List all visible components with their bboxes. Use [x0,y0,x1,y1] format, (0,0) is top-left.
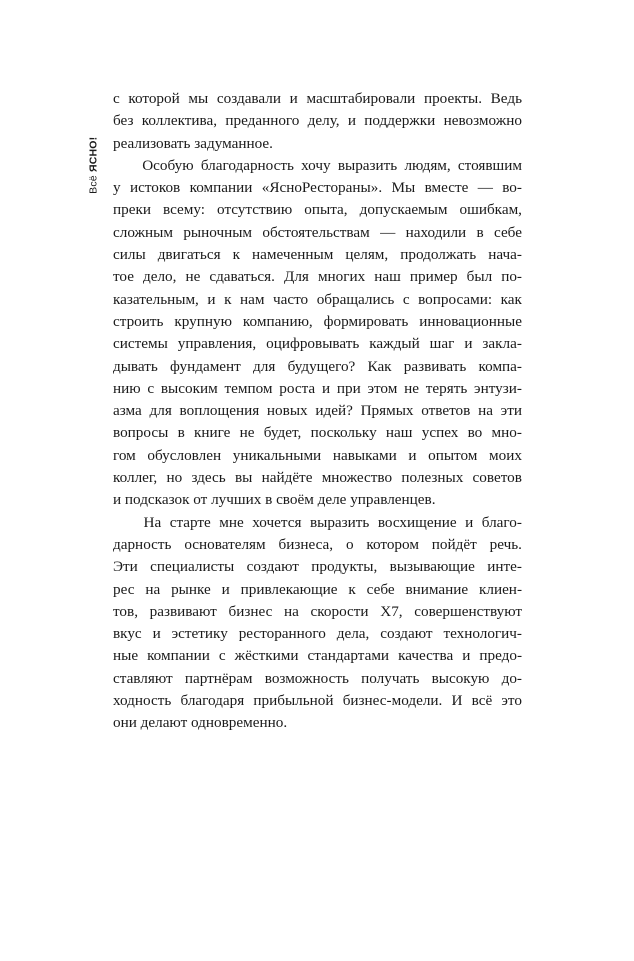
word: у [113,179,121,197]
running-head-light-part: Всё [87,171,100,194]
word: с [402,290,410,308]
word: множество [321,469,393,487]
word: На [143,513,162,531]
word: нача- [488,246,522,264]
word: высокую [431,669,490,687]
word: сложным [113,223,173,241]
word: делу, [307,112,340,130]
word: и [464,335,473,353]
word: компанию, [242,312,313,330]
word: каждый [369,335,420,353]
word: основателям [184,535,266,553]
word: рыночным [183,223,253,241]
word: терять [425,379,468,397]
word: обусловлен [147,446,222,464]
word: рынке [171,580,211,598]
text-line [113,623,522,645]
word: поскольку [310,424,377,442]
word: для [253,357,276,375]
word: бизнеса, [278,535,334,553]
word: реализовать задуманное. [113,134,273,152]
word: которой [128,90,180,107]
word: в [476,223,484,241]
word: развивают [149,602,217,620]
word: с [218,647,226,665]
word: вопросы [113,424,169,442]
text-line [113,110,522,132]
text-line [113,133,522,155]
word: возможность [264,669,349,687]
word: и [347,112,356,130]
word: эстетику [171,625,228,643]
word: тов, [113,602,138,620]
word: здесь [191,469,226,487]
word: ошибкам, [459,201,522,219]
word: энтузи- [474,379,522,397]
word: строить [113,312,164,330]
running-head-bold-part: ЯСНО! [87,136,100,172]
word: двигаться [157,246,221,264]
word: компа- [478,357,522,375]
word: был [466,268,493,286]
word: успех [421,424,459,442]
word: дарность [113,535,172,553]
word: темпом [224,379,273,397]
word: ставляют [113,669,173,687]
word: к [232,246,241,264]
word: как [500,290,522,308]
text-line [113,378,522,400]
word: и [462,647,471,665]
word: воплощения [179,402,260,420]
word: обращались [316,290,395,308]
word: и [152,625,161,643]
word: истоков [129,179,181,197]
word: и [221,580,230,598]
word: Прямых [360,402,414,420]
word: обстоятельствам [262,223,370,241]
text-line [113,712,522,734]
word: находили [405,223,467,241]
word: создавали [216,90,281,107]
word: себе [494,223,522,241]
word: людям, [404,156,451,174]
word: речь. [489,535,522,553]
word: опытом [428,446,478,464]
word: выразить [337,156,398,174]
word: благодарность [200,156,294,174]
word: хочется [252,513,302,531]
word: преданного [225,112,300,130]
word: невозможно [443,112,522,130]
text-line [113,579,522,601]
word: предо- [479,647,522,665]
word: вызывающие [389,558,475,576]
text-line [113,289,522,311]
word: прибыльной [253,692,334,710]
word: Ведь [490,90,522,107]
word: сдаваться. [209,268,275,286]
word: всё [471,692,493,710]
word: гом [113,446,136,464]
text-line [113,534,522,556]
word: с [147,379,155,397]
word: вместе [424,179,469,197]
word: многих [317,268,366,286]
word: формировать [323,312,409,330]
text-line [113,311,522,333]
word: в [177,424,185,442]
word: дывать [113,357,158,375]
word: на [145,580,161,598]
text-line [113,512,522,534]
word: закла- [482,335,522,353]
word: навыками [332,446,397,464]
word: целям, [345,246,389,264]
word: отсутствию [217,201,293,219]
text-line [113,155,522,177]
word: компании [147,647,210,665]
word: роста [279,379,316,397]
word: не [404,379,419,397]
word: по- [501,268,522,286]
word: продукты, [311,558,378,576]
word: восхищение [377,513,457,531]
word: высоким [160,379,218,397]
running-head-text [89,136,100,193]
word: ходность [113,692,172,710]
word: до- [501,669,522,687]
text-line [113,645,522,667]
word: ресторанного [238,625,326,643]
text-line [113,690,522,712]
word: стандартами [307,647,390,665]
word: мне [219,513,244,531]
word: Мы [391,179,416,197]
word: «ЯсноРестораны». [261,179,383,197]
word: это [501,692,522,710]
word: и [289,90,298,107]
word: партнёрам [184,669,253,687]
word: Эти [113,558,138,576]
word: поддержки [364,112,436,130]
word: новых [266,402,308,420]
word: Особую [142,156,194,174]
word: хочу [301,156,331,174]
word: преки [113,201,151,219]
word: опыта, [304,201,348,219]
text-line [113,88,522,110]
word: совершенствуют [414,602,522,620]
text-line [113,601,522,623]
word: ные [113,647,139,665]
word: полезных [401,469,464,487]
word: допускаемым [359,201,448,219]
text-line [113,244,522,266]
word: тое [113,268,134,286]
word: на [478,402,493,420]
word: на [284,602,299,620]
word: вопросами: [418,290,493,308]
text-line [113,467,522,489]
word: но [166,469,183,487]
word: пойдёт [431,535,477,553]
text-line [113,333,522,355]
word: наш [385,424,413,442]
word: и [465,513,474,531]
word: получать [361,669,420,687]
word: рес [113,580,135,598]
word: Как [367,357,392,375]
word: мы [188,90,209,107]
word: масштабировали [306,90,416,107]
word: управления, [177,335,257,353]
word: без [113,112,134,130]
word: бизнес [228,602,273,620]
word: стоявшим [457,156,522,174]
word: будущего? [287,357,356,375]
word: выразить [309,513,370,531]
word: инте- [487,558,522,576]
text-line [113,422,522,444]
word: намеченным [252,246,334,264]
word: коллег, [113,469,158,487]
word: во [467,424,483,442]
word: для [149,402,172,420]
word: о [345,535,354,553]
text-line [113,556,522,578]
word: — [380,223,396,241]
word: старте [169,513,211,531]
word: книге [193,424,231,442]
word: не [185,268,201,286]
text-line [113,400,522,422]
word: дело, [142,268,177,286]
word: котором [366,535,419,553]
word: проекты. [423,90,483,107]
word: моих [489,446,522,464]
word: нам [239,290,265,308]
text-line [113,199,522,221]
word: фундамент [170,357,241,375]
word: — [477,179,493,197]
paragraph [113,88,522,155]
word: и [408,446,417,464]
word: И [451,692,463,710]
word: и подсказок от лучших в своём деле управленцев. [113,491,436,509]
word: ответов [421,402,471,420]
word: найдёте [261,469,313,487]
word: технологич- [443,625,522,643]
word: не [239,424,255,442]
word: и [207,290,216,308]
word: внимание [405,580,469,598]
word: себе [366,580,395,598]
word: всему: [163,201,205,219]
word: создают [380,625,433,643]
word: азма [113,402,142,420]
word: создают [246,558,299,576]
word: к [224,290,232,308]
word: пример [409,268,458,286]
word: Для [283,268,309,286]
word: и [321,379,331,397]
text-line [113,356,522,378]
word: во- [502,179,522,197]
word: благо- [481,513,522,531]
word: казательным, [113,290,199,308]
word: развивать [403,357,467,375]
word: компании [189,179,253,197]
word: бизнес-модели. [342,692,443,710]
body-text-column [113,88,522,735]
word: этом [367,379,398,397]
word: эти [500,402,522,420]
word: будет, [263,424,302,442]
word: силы [113,246,146,264]
word: привлекающие [240,580,338,598]
text-line [113,222,522,244]
running-head [84,90,104,194]
text-line [113,489,522,511]
word: они делают одновременно. [113,714,288,732]
word: крупную [174,312,232,330]
word: советов [472,469,522,487]
word: уникальными [232,446,322,464]
word: продолжать [400,246,477,264]
word: скорости [310,602,369,620]
word: оцифровывать [266,335,360,353]
word: при [336,379,361,397]
word: дела, [336,625,370,643]
word: идей? [315,402,353,420]
word: нию [113,379,141,397]
word: шаг [429,335,455,353]
text-line [113,266,522,288]
word: мно- [491,424,522,442]
word: к [348,580,356,598]
text-line [113,445,522,467]
word: вкус [113,625,142,643]
paragraph [113,155,522,512]
word: инновационные [419,312,522,330]
word: вы [234,469,253,487]
word: благодаря [180,692,245,710]
word: наш [374,268,401,286]
word: коллектива, [141,112,218,130]
word: часто [273,290,309,308]
word: клиен- [478,580,522,598]
word: с [113,90,120,107]
word: качества [398,647,454,665]
text-line [113,177,522,199]
word: специалисты [150,558,235,576]
word: системы [113,335,168,353]
word: жёсткими [234,647,299,665]
word: Х7, [380,602,403,620]
paragraph [113,512,522,735]
text-line [113,668,522,690]
